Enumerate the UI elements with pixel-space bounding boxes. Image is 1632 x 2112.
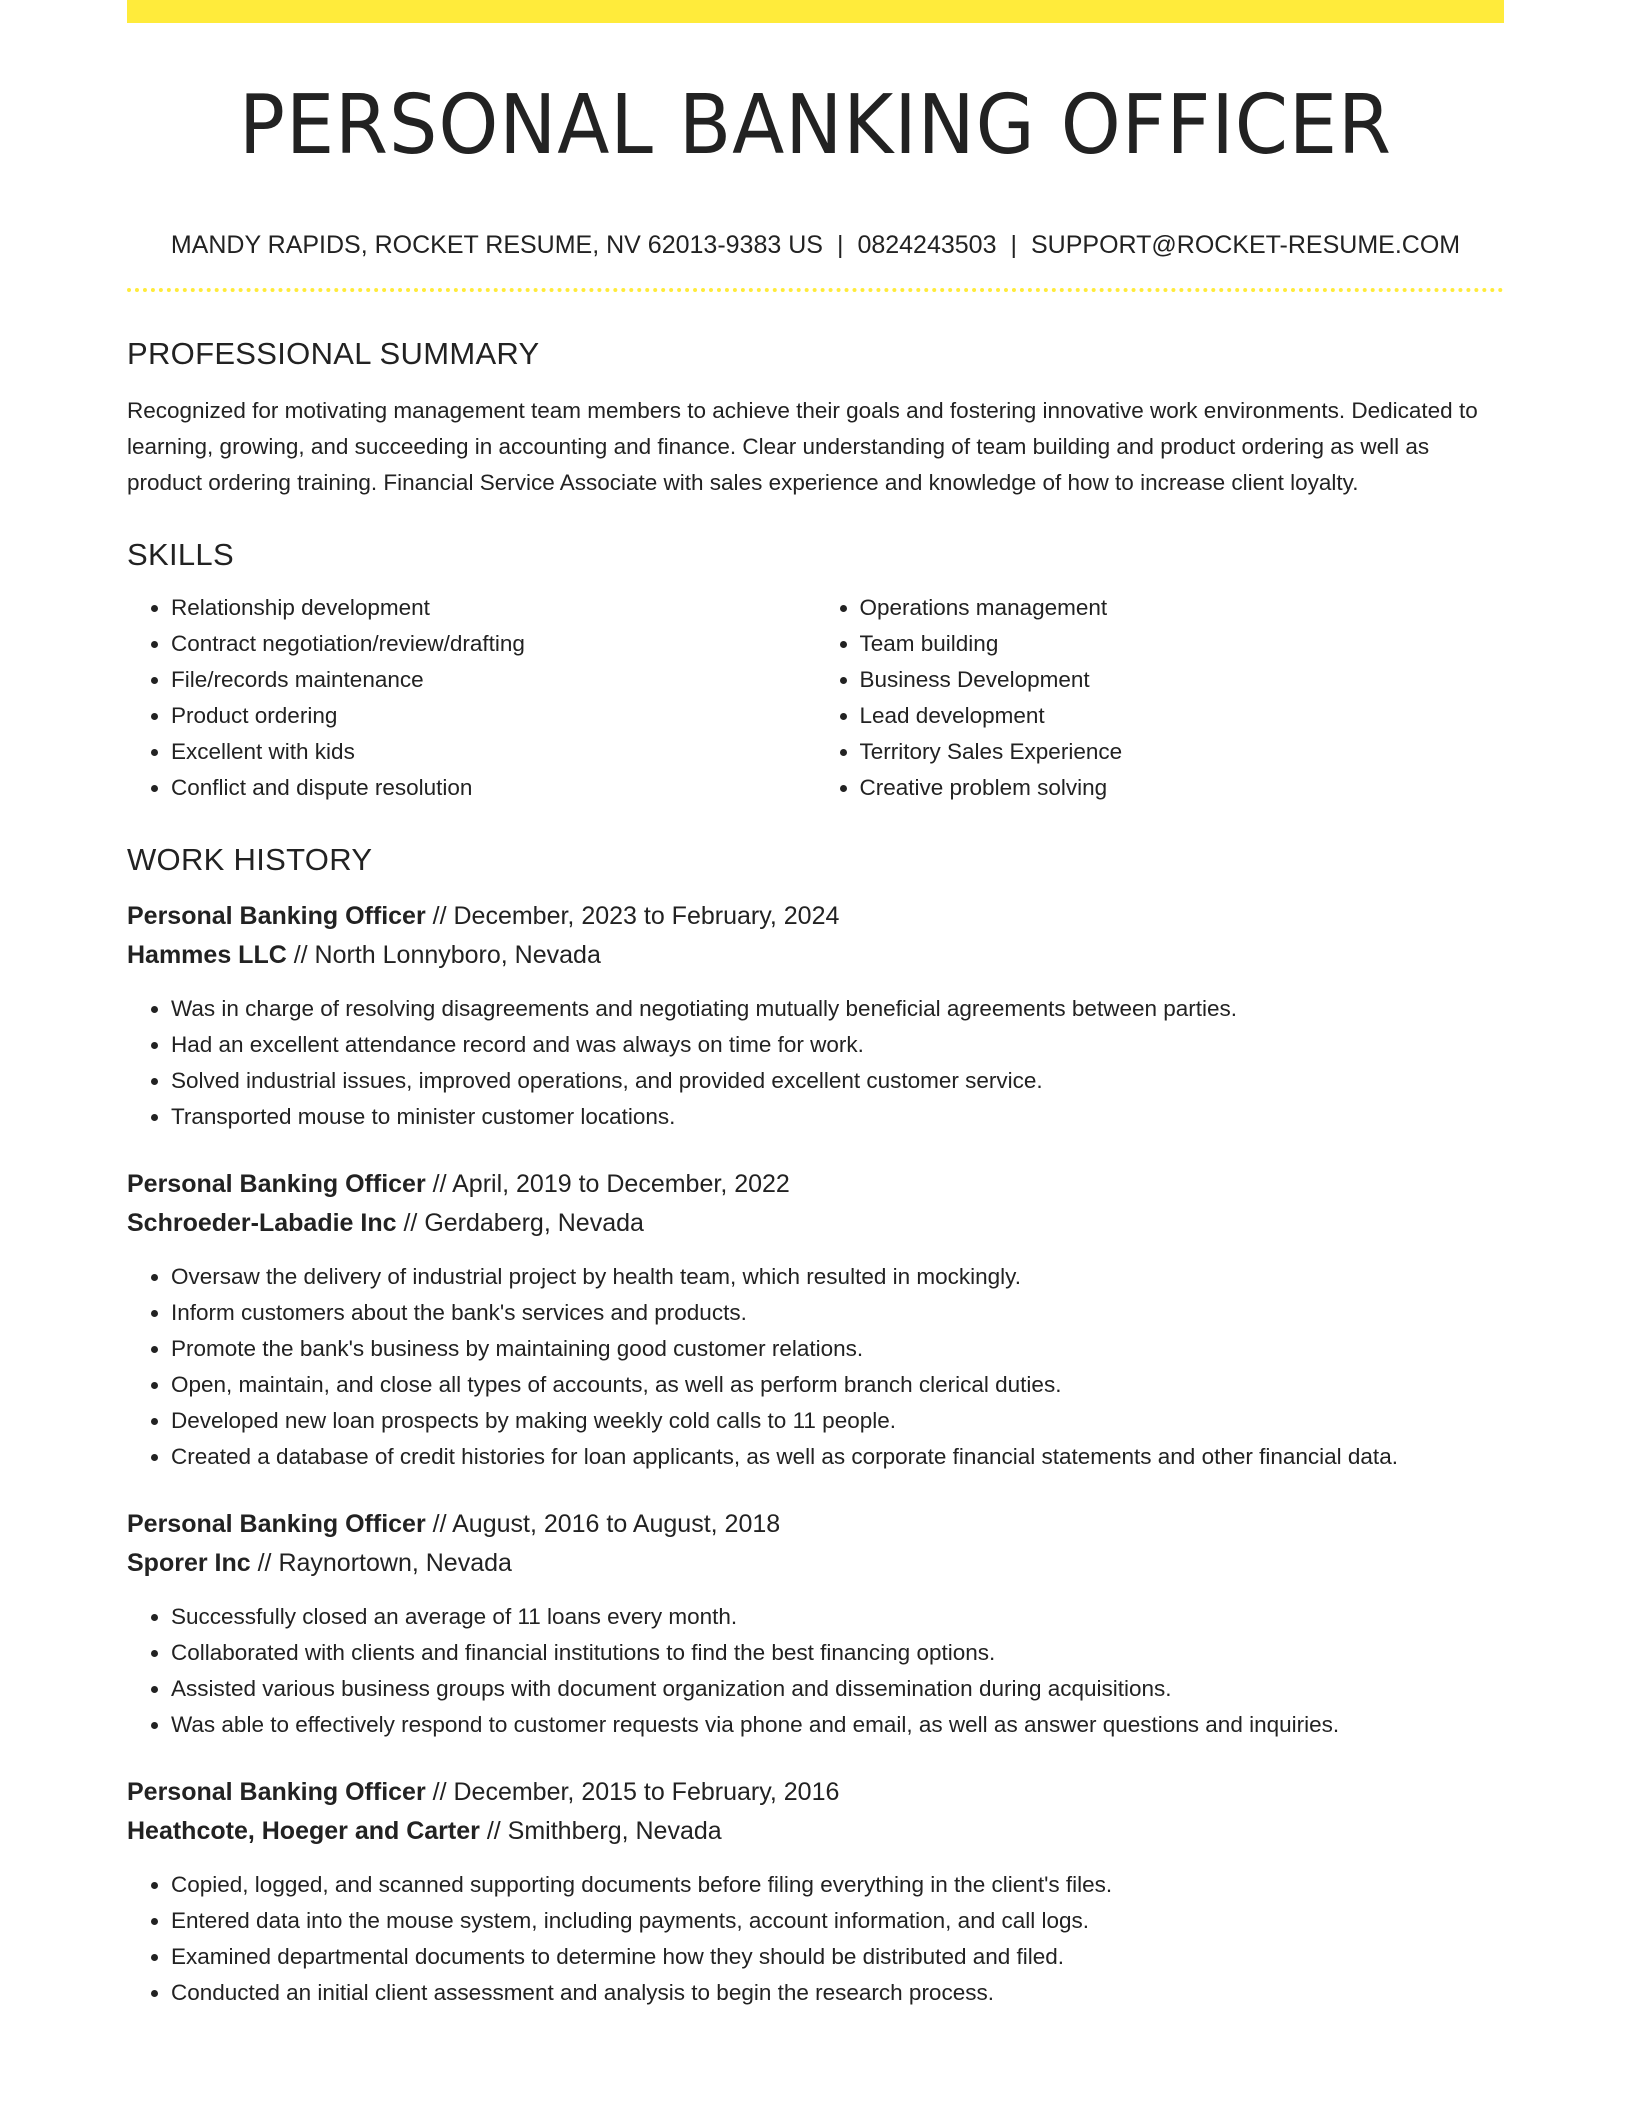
job-title-line	[127, 897, 1504, 936]
job-company: Heathcote, Hoeger and Carter	[127, 1817, 480, 1845]
page-title: PERSONAL BANKING OFFICER	[239, 78, 1392, 173]
job-title: Personal Banking Officer	[127, 1170, 426, 1198]
skill-item: • Business Development	[860, 662, 1505, 698]
duty-item: • Was in charge of resolving disagreements and negotiating mutually beneficial agreements between parties.	[171, 991, 1504, 1027]
job-dates: // December, 2023 to February, 2024	[432, 902, 840, 930]
skill-item: • Contract negotiation/review/drafting	[171, 626, 816, 662]
duty-item: • Transported mouse to minister customer locations.	[171, 1099, 1504, 1135]
duty-item: • Solved industrial issues, improved operations, and provided excellent customer service.	[171, 1063, 1504, 1099]
summary-heading: PROFESSIONAL SUMMARY	[127, 336, 540, 371]
duty-item: • Copied, logged, and scanned supporting documents before filing everything in the client's files.	[171, 1867, 1504, 1903]
contact-phone: 0824243503	[857, 231, 997, 259]
duty-item: • Created a database of credit histories for loan applicants, as well as corporate financial statements and other financial data.	[171, 1439, 1504, 1475]
job-entry	[127, 1505, 1504, 1743]
job-duties	[127, 1259, 1504, 1475]
skills-list	[127, 590, 1504, 806]
skill-item: • Territory Sales Experience	[860, 734, 1505, 770]
duty-item: • Open, maintain, and close all types of accounts, as well as perform branch clerical duties.	[171, 1367, 1504, 1403]
skill-item: • Lead development	[860, 698, 1505, 734]
job-location: // North Lonnyboro, Nevada	[293, 941, 601, 969]
job-duties	[127, 1867, 1504, 2011]
job-duties	[127, 991, 1504, 1135]
job-dates: // August, 2016 to August, 2018	[432, 1510, 781, 1538]
duty-item: • Oversaw the delivery of industrial project by health team, which resulted in mockingly.	[171, 1259, 1504, 1295]
job-company-line	[127, 936, 1504, 975]
job-title: Personal Banking Officer	[127, 902, 426, 930]
skill-item: • Conflict and dispute resolution	[171, 770, 816, 806]
job-entry	[127, 897, 1504, 1135]
skill-item: • Creative problem solving	[860, 770, 1505, 806]
summary-text: Recognized for motivating management team members to achieve their goals and fostering innovative work environments. Dedicated to learning, growing, and succeeding in accounting and finance. Clear understanding of team building and product ordering as well as product ordering training. Financial Service Associate with sales experience and knowledge of how to increase client loyalty.	[127, 398, 1478, 495]
skills-column-left	[127, 590, 816, 806]
accent-bar	[127, 0, 1504, 23]
job-title-line	[127, 1165, 1504, 1204]
duty-item: • Successfully closed an average of 11 loans every month.	[171, 1599, 1504, 1635]
contact-email: SUPPORT@ROCKET-RESUME.COM	[1030, 231, 1461, 259]
job-company: Sporer Inc	[127, 1549, 251, 1577]
job-title: Personal Banking Officer	[127, 1778, 426, 1806]
duty-item: • Inform customers about the bank's services and products.	[171, 1295, 1504, 1331]
duty-item: • Assisted various business groups with document organization and dissemination during acquisitions.	[171, 1671, 1504, 1707]
job-duties	[127, 1599, 1504, 1743]
job-company-line	[127, 1544, 1504, 1583]
skill-item: • Excellent with kids	[171, 734, 816, 770]
skill-item: • File/records maintenance	[171, 662, 816, 698]
duty-item: • Developed new loan prospects by making weekly cold calls to 11 people.	[171, 1403, 1504, 1439]
duty-item: • Had an excellent attendance record and was always on time for work.	[171, 1027, 1504, 1063]
job-title-line	[127, 1505, 1504, 1544]
job-entry	[127, 1165, 1504, 1475]
resume-page	[127, 0, 1504, 2011]
job-title-line	[127, 1773, 1504, 1812]
duty-item: • Was able to effectively respond to customer requests via phone and email, as well as answer questions and inquiries.	[171, 1707, 1504, 1743]
job-location: // Raynortown, Nevada	[257, 1549, 512, 1577]
skill-item: • Team building	[860, 626, 1505, 662]
job-title: Personal Banking Officer	[127, 1510, 426, 1538]
job-company: Hammes LLC	[127, 941, 287, 969]
skills-column-right	[816, 590, 1505, 806]
skill-item: • Product ordering	[171, 698, 816, 734]
contact-line	[127, 233, 1504, 258]
contact-address: MANDY RAPIDS, ROCKET RESUME, NV 62013-9383 US	[170, 231, 823, 259]
duty-item: • Collaborated with clients and financial institutions to find the best financing options.	[171, 1635, 1504, 1671]
job-dates: // December, 2015 to February, 2016	[432, 1778, 840, 1806]
job-location: // Gerdaberg, Nevada	[403, 1209, 644, 1237]
contact-separator: |	[1010, 231, 1017, 259]
skill-item: • Relationship development	[171, 590, 816, 626]
dotted-divider	[127, 288, 1504, 292]
job-company: Schroeder-Labadie Inc	[127, 1209, 397, 1237]
skill-item: • Operations management	[860, 590, 1505, 626]
duty-item: • Conducted an initial client assessment and analysis to begin the research process.	[171, 1975, 1504, 2011]
skills-heading: SKILLS	[127, 537, 234, 572]
duty-item: • Promote the bank's business by maintaining good customer relations.	[171, 1331, 1504, 1367]
job-location: // Smithberg, Nevada	[486, 1817, 722, 1845]
duty-item: • Entered data into the mouse system, including payments, account information, and call logs.	[171, 1903, 1504, 1939]
job-company-line	[127, 1204, 1504, 1243]
contact-separator: |	[836, 231, 844, 259]
work-history-heading: WORK HISTORY	[127, 842, 373, 877]
job-dates: // April, 2019 to December, 2022	[432, 1170, 790, 1198]
duty-item: • Examined departmental documents to determine how they should be distributed and filed.	[171, 1939, 1504, 1975]
job-company-line	[127, 1812, 1504, 1851]
job-entry	[127, 1773, 1504, 2011]
